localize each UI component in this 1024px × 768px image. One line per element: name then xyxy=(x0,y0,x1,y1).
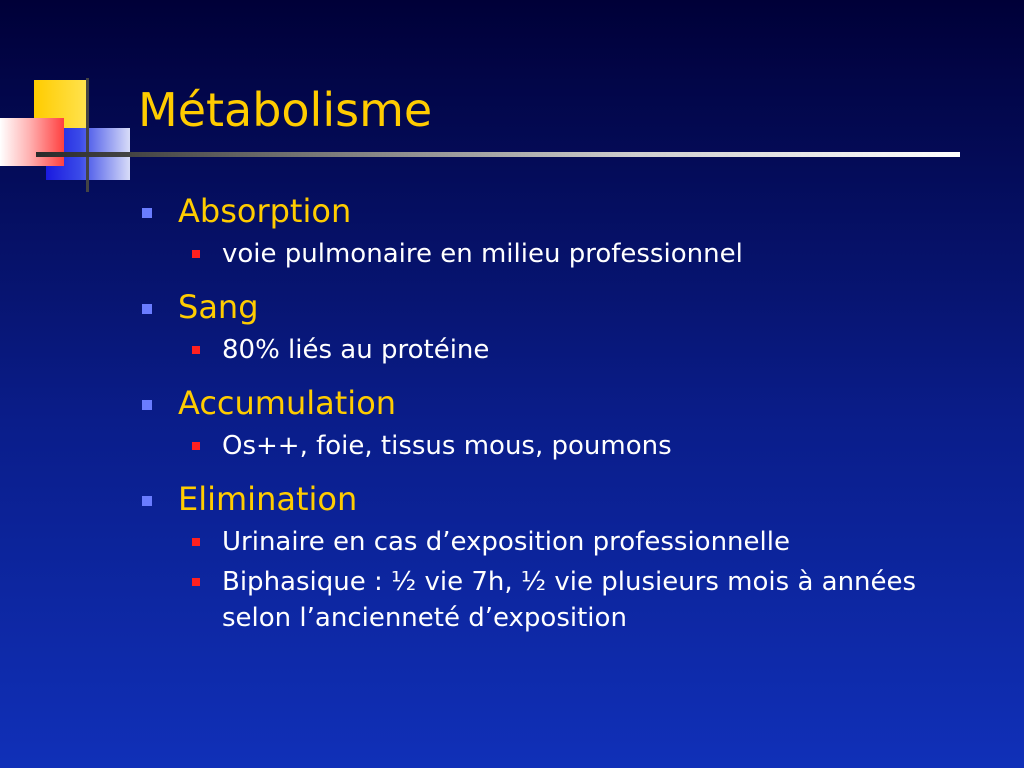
square-bullet-icon xyxy=(192,250,200,258)
list-item-sang xyxy=(138,286,958,368)
title-underline xyxy=(36,152,960,157)
square-bullet-icon xyxy=(192,346,200,354)
section-heading: Accumulation xyxy=(178,384,397,422)
square-bullet-icon xyxy=(192,442,200,450)
square-bullet-icon xyxy=(192,538,200,546)
sub-item-text: 80% liés au protéine xyxy=(222,335,490,365)
list-item-accumulation xyxy=(138,382,958,464)
sub-list-item xyxy=(178,236,958,272)
square-bullet-icon xyxy=(192,578,200,586)
list-item-elimination xyxy=(138,478,958,636)
sub-list xyxy=(178,332,958,368)
sub-item-text: Os++, foie, tissus mous, poumons xyxy=(222,431,672,461)
list-item-absorption xyxy=(138,190,958,272)
square-bullet-icon xyxy=(142,304,152,314)
square-bullet-icon xyxy=(142,400,152,410)
sub-item-text: voie pulmonaire en milieu professionnel xyxy=(222,239,743,269)
sub-list-item xyxy=(178,428,958,464)
sub-item-text: Biphasique : ½ vie 7h, ½ vie plusieurs mois à années selon l’ancienneté d’exposition xyxy=(222,567,917,633)
sub-list xyxy=(178,524,958,636)
sub-list-item xyxy=(178,564,958,636)
decorative-red-square xyxy=(0,118,64,166)
sub-list xyxy=(178,236,958,272)
sub-list xyxy=(178,428,958,464)
bullet-list xyxy=(138,190,958,650)
section-heading: Sang xyxy=(178,288,259,326)
square-bullet-icon xyxy=(142,496,152,506)
square-bullet-icon xyxy=(142,208,152,218)
sub-item-text: Urinaire en cas d’exposition professionnelle xyxy=(222,527,790,557)
section-heading: Absorption xyxy=(178,192,352,230)
sub-list-item xyxy=(178,524,958,560)
sub-list-item xyxy=(178,332,958,368)
section-heading: Elimination xyxy=(178,480,358,518)
decorative-vertical-line xyxy=(86,78,89,192)
slide-title: Métabolisme xyxy=(138,83,433,137)
